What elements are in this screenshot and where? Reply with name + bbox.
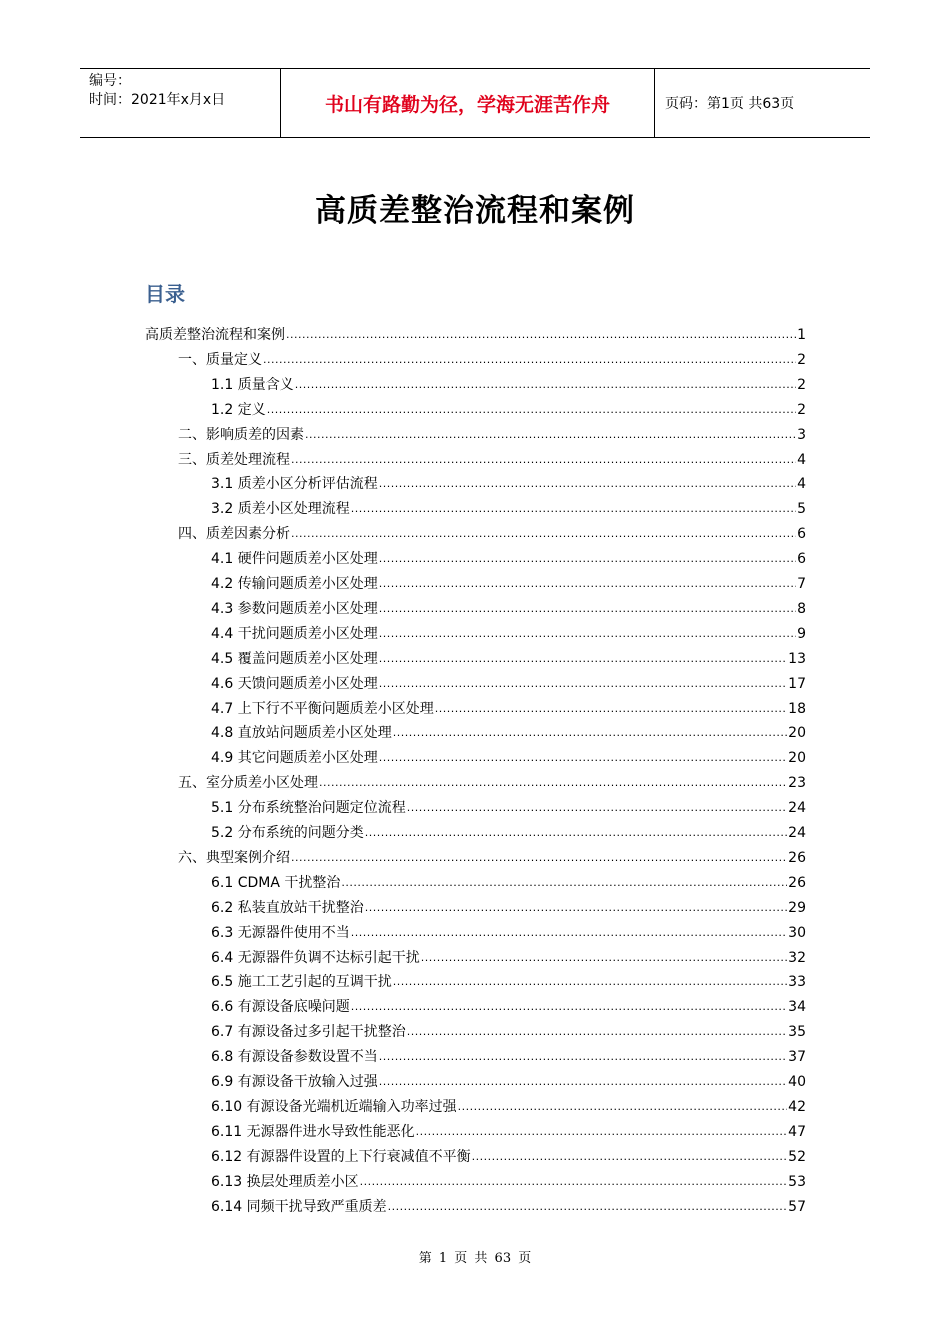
toc-entry-page: 2: [797, 401, 806, 418]
toc-leader-dots: [379, 577, 796, 591]
toc-entry-label: 4.2 传输问题质差小区处理: [211, 576, 378, 592]
toc-entry-label: 6.5 施工工艺引起的互调干扰: [211, 974, 392, 991]
toc-entry-page: 17: [788, 675, 806, 692]
toc-entry-label: 4.9 其它问题质差小区处理: [211, 750, 378, 767]
toc-entry[interactable]: [211, 918, 806, 942]
toc-entry-label: 3.2 质差小区处理流程: [211, 501, 350, 518]
toc-entry[interactable]: [178, 345, 806, 369]
toc-leader-dots: [341, 876, 787, 890]
toc-entry-page: 26: [788, 849, 806, 866]
toc-entry-page: 6: [797, 551, 806, 568]
toc-leader-dots: [379, 627, 796, 641]
toc-entry-label: 一、质量定义: [178, 351, 262, 368]
toc-entry-label: 6.7 有源设备过多引起干扰整治: [211, 1024, 406, 1041]
toc-entry-page: 23: [788, 775, 806, 792]
toc-entry-page: 47: [788, 1123, 806, 1140]
toc-entry[interactable]: [211, 370, 806, 394]
toc-leader-dots: [351, 926, 787, 940]
page-header: [80, 68, 870, 138]
toc-entry-label: 五、室分质差小区处理: [178, 775, 318, 792]
toc-entry[interactable]: [211, 544, 806, 568]
toc-entry-label: 6.3 无源器件使用不当: [211, 924, 350, 941]
toc-entry-label: 1.1 质量含义: [211, 376, 294, 393]
toc-leader-dots: [286, 328, 796, 342]
toc-entry[interactable]: [211, 1192, 806, 1216]
toc-entry-page: 24: [788, 800, 806, 817]
page-footer: 第 1 页 共 63 页: [418, 1251, 532, 1266]
toc-entry[interactable]: [211, 718, 806, 742]
toc-entry-label: 1.2 定义: [211, 401, 266, 418]
toc-entry-page: 18: [788, 700, 806, 717]
toc-leader-dots: [407, 1025, 787, 1039]
toc-entry[interactable]: [178, 768, 806, 792]
toc-leader-dots: [379, 552, 796, 566]
toc-entry-page: 2: [797, 351, 806, 368]
toc-entry-page: 40: [788, 1074, 806, 1090]
toc-entry-page: 6: [797, 526, 806, 543]
toc-entry-label: 6.2 私装直放站干扰整治: [211, 899, 364, 916]
toc-entry-page: 26: [788, 874, 806, 891]
toc-entry-page: 34: [788, 999, 806, 1016]
toc-entry-page: 2: [797, 376, 806, 393]
toc-entry[interactable]: [211, 1042, 806, 1066]
toc-entry-label: 4.6 天馈问题质差小区处理: [211, 675, 378, 692]
toc-entry[interactable]: [211, 943, 806, 967]
toc-entry-page: 29: [788, 899, 806, 916]
toc-leader-dots: [407, 801, 787, 815]
toc-entry-label: 5.2 分布系统的问题分类: [211, 825, 364, 841]
toc-entry[interactable]: [211, 1142, 806, 1166]
toc-entry-page: 5: [797, 501, 806, 518]
toc-entry-label: 高质差整治流程和案例: [145, 327, 285, 343]
toc-entry[interactable]: [211, 818, 806, 842]
toc-leader-dots: [365, 826, 787, 840]
toc-entry-page: 8: [797, 600, 806, 617]
toc-entry-label: 6.12 有源器件设置的上下行衰减值不平衡: [211, 1148, 471, 1165]
toc-entry-page: 53: [788, 1173, 806, 1190]
toc-entry-label: 6.14 同频干扰导致严重质差: [211, 1198, 387, 1215]
toc-entry-label: 4.4 干扰问题质差小区处理: [211, 625, 378, 642]
toc-leader-dots: [379, 602, 796, 616]
toc-entry-label: 4.5 覆盖问题质差小区处理: [211, 650, 378, 667]
toc-entry-label: 六、典型案例介绍: [178, 849, 290, 866]
toc-heading: 目录: [145, 282, 185, 306]
toc-entry[interactable]: [211, 793, 806, 817]
toc-entry-label: 6.8 有源设备参数设置不当: [211, 1049, 378, 1066]
toc-entry-page: 4: [797, 476, 806, 493]
toc-entry-label: 6.9 有源设备干放输入过强: [211, 1074, 378, 1090]
toc-entry-page: 13: [788, 650, 806, 667]
toc-entry-label: 5.1 分布系统整治问题定位流程: [211, 800, 406, 817]
toc-leader-dots: [305, 428, 796, 442]
toc-entry[interactable]: [211, 967, 806, 991]
toc-leader-dots: [379, 751, 787, 765]
toc-leader-dots: [416, 1125, 788, 1139]
toc-entry-label: 6.13 换层处理质差小区: [211, 1173, 359, 1190]
header-number: 编号：: [89, 73, 131, 89]
toc-leader-dots: [379, 477, 796, 491]
toc-leader-dots: [319, 776, 787, 790]
toc-leader-dots: [435, 702, 787, 716]
toc-leader-dots: [365, 901, 787, 915]
toc-entry-page: 35: [788, 1024, 806, 1041]
toc-entry-page: 7: [797, 576, 806, 592]
toc-entry[interactable]: [178, 420, 806, 444]
toc-entry[interactable]: [211, 893, 806, 917]
toc-entry[interactable]: [211, 868, 806, 892]
toc-leader-dots: [360, 1175, 788, 1189]
toc-entry[interactable]: [211, 469, 806, 493]
document-title: 高质差整治流程和案例: [315, 193, 635, 229]
toc-entry-label: 6.4 无源器件负调不达标引起干扰: [211, 949, 420, 966]
toc-entry[interactable]: [211, 644, 806, 668]
toc-entry[interactable]: [178, 519, 806, 543]
toc-leader-dots: [291, 453, 796, 467]
toc-leader-dots: [295, 378, 796, 392]
toc-leader-dots: [379, 677, 787, 691]
toc-entry-page: 3: [797, 426, 806, 443]
toc-entry[interactable]: [211, 1092, 806, 1116]
header-page-info: 页码：第1页 共63页: [665, 96, 795, 112]
toc-leader-dots: [267, 403, 796, 417]
toc-entry-page: 9: [797, 625, 806, 642]
toc-leader-dots: [388, 1200, 788, 1214]
toc-entry-label: 6.6 有源设备底噪问题: [211, 999, 350, 1016]
toc-entry[interactable]: [211, 594, 806, 618]
toc-entry[interactable]: [211, 1167, 806, 1191]
toc-entry-page: 30: [788, 924, 806, 941]
toc-entry[interactable]: [211, 1017, 806, 1041]
toc-entry-page: 37: [788, 1049, 806, 1066]
toc-entry-label: 6.10 有源设备光端机近端输入功率过强: [211, 1098, 457, 1115]
toc-entry-page: 57: [788, 1198, 806, 1215]
toc-leader-dots: [263, 353, 796, 367]
toc-entry[interactable]: [211, 743, 806, 767]
toc-entry[interactable]: [211, 494, 806, 518]
toc-leader-dots: [393, 975, 787, 989]
toc-leader-dots: [351, 502, 796, 516]
toc-leader-dots: [393, 726, 787, 740]
header-motto: 书山有路勤为径，学海无涯苦作舟: [281, 69, 655, 137]
toc-entry[interactable]: [211, 395, 806, 419]
toc-leader-dots: [379, 652, 787, 666]
toc-entry-label: 四、质差因素分析: [178, 526, 290, 543]
toc-entry-page: 24: [788, 825, 806, 841]
toc-leader-dots: [351, 1000, 787, 1014]
toc-leader-dots: [421, 951, 787, 965]
toc-entry-page: 33: [788, 974, 806, 991]
toc-leader-dots: [291, 527, 796, 541]
toc-entry-page: 42: [788, 1098, 806, 1115]
toc-entry[interactable]: [145, 320, 806, 344]
toc-entry[interactable]: [178, 445, 806, 469]
toc-entry[interactable]: [211, 669, 806, 693]
toc-entry[interactable]: [211, 1067, 806, 1091]
toc-entry-page: 52: [788, 1148, 806, 1165]
toc-entry[interactable]: [178, 843, 806, 867]
toc-entry-page: 4: [797, 451, 806, 468]
toc-entry-page: 32: [788, 949, 806, 966]
toc-entry-page: 20: [788, 725, 806, 742]
toc-leader-dots: [472, 1150, 788, 1164]
toc-entry-label: 4.1 硬件问题质差小区处理: [211, 551, 378, 568]
toc-entry[interactable]: [211, 694, 806, 718]
toc-leader-dots: [379, 1050, 787, 1064]
toc-entry-label: 4.8 直放站问题质差小区处理: [211, 725, 392, 742]
toc-leader-dots: [379, 1075, 787, 1089]
toc-entry-label: 4.7 上下行不平衡问题质差小区处理: [211, 700, 434, 717]
toc-entry-label: 6.11 无源器件进水导致性能恶化: [211, 1123, 415, 1140]
toc-entry-page: 1: [797, 327, 806, 343]
toc-entry-label: 二、影响质差的因素: [178, 426, 304, 443]
toc-leader-dots: [458, 1100, 788, 1114]
toc-entry-label: 6.1 CDMA 干扰整治: [211, 874, 341, 891]
toc-entry[interactable]: [211, 619, 806, 643]
toc-leader-dots: [291, 851, 787, 865]
toc-entry[interactable]: [211, 569, 806, 593]
toc-entry-label: 三、质差处理流程: [178, 451, 290, 468]
header-meta: [80, 69, 281, 137]
toc-entry-label: 4.3 参数问题质差小区处理: [211, 600, 378, 617]
toc-entry-label: 3.1 质差小区分析评估流程: [211, 476, 378, 493]
toc-entry[interactable]: [211, 992, 806, 1016]
header-time: 时间：2021年x月x日: [89, 92, 226, 108]
toc-entry[interactable]: [211, 1117, 806, 1141]
toc-entry-page: 20: [788, 750, 806, 767]
